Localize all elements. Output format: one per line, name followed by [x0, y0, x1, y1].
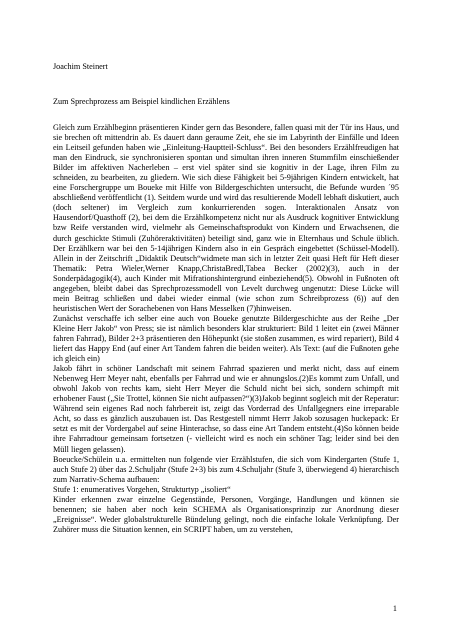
- author-name: Joachim Steinert: [53, 62, 108, 71]
- paragraph: Stufe 1: enumeratives Vorgehen, Strukturtyp „isoliert“: [53, 484, 231, 494]
- paragraph: Zunächst verschaffe ich selber eine auch von Boueke genutzte Bildergeschichte aus der Reihe „Der Kleine Herr Jakob“ von Press; sie ist nämlich besonders klar strukturiert: Bild 1 leitet ein (zwei Männer fahren Fahrrad), Bilder 2+3 präsentieren den Höhepunkt (sie stoßen zusammen, es wird repariert), Bild 4 liefert das Happy End (auf einer Art Tandem fahren die beiden weiter). Als Text: (auf die Fußnoten gehe ich gleich ein): [53, 313, 399, 364]
- paragraph: Jakob fährt in schöner Landschaft mit seinem Fahrrad spazieren und merkt nicht, dass auf einem Nebenweg Herr Meyer naht, ebenfalls per Fahrrad und wie er ahnungslos.(2)Es kommt zum Unfall, und obwohl Jakob von rechts kam, sieht Herr Meyer die Schuld nicht bei sich, sondern schimpft mit erhobener Faust („Sie Trottel, können Sie nicht aufpassen?“)(3)Jakob beginnt sogleich mit der Reperatur: Während sein eigenes Rad noch fahrbereit ist, zeigt das Vorderrad des Unfallgegners eine irreparable Acht, so dass es gänzlich auszubauen ist. Das Restgestell nimmt Herrr Jakob sozusagen huckepack: Er setzt es mit der Vordergabel auf seine Hinterachse, so dass eine Art Tandem entsteht.(4)So können beide ihre Fahrradtour gemeinsam fortsetzen (- vielleicht wird es noch ein schöner Tag; leider sind bei den Müll liegen gelassen).: [53, 364, 399, 454]
- paragraph: Gleich zum Erzählbeginn präsentieren Kinder gern das Besondere, fallen quasi mit der Tür ins Haus, und sie brechen oft mittendrin ab. Es dauert dann geraume Zeit, ehe sie im Labyrinth der Einfälle und Ideen ein Leitseil gefunden haben wie „Einleitung-Hauptteil-Schluss“. Bei den besonders Erzählfreudigen hat man den Eindruck, sie synchronisieren spontan und simultan ihren inneren Stummfilm einschießender Bilder im affektiven Nacherleben – erst viel später sind sie kognitiv in der Lage, ihren Film zu schneiden, zu bearbeiten, zu gliedern. Wie sich diese Fähigkeit bei 5-9jährigen Kindern entwickelt, hat eine Forschergruppe um Boueke mit Hilfe von Bildergeschichten untersucht, die Befunde wurden ´95 abschließend veröffentlicht (1). Seitdem wurde und wird das resultierende Modell lebhaft diskutiert, auch (doch seltener) im Vergleich zum konkurrierenden sogen. Interaktionalen Ansatz von Hausendorf/Quasthoff (2), bei dem die Erzählkompetenz nicht nur als Ausdruck kognitiver Entwicklung bzw Reife verstanden wird, vielmehr als Gemeinschaftsprodukt von Kindern und Erwachsenen, die durch geschickte Stimuli (Zuhöreraktivitäten) beteiligt sind, ganz wie in Elternhaus und Schule üblich. Der Erzählkern war bei den 5-14jährigen Kindern also in ein Gespräch eingebettet (Schüssel-Modell). Allein in der Zeitschrift „Didaktik Deutsch“widmete man sich in letzter Zeit quasi Heft für Heft dieser Thematik: Petra Wieler,Werner Knapp,ChristaBredl,Tabea Becker (2002)(3), auch in der Sonderpädagogik(4), auch Kinder mit Mifrationshintergrund einbeziehend(5). Obwohl in Fußnoten oft angegeben, bleibt dabei das Sprechprozessmodell von Levelt durchweg ungenutzt: Diese Lücke will mein Beitrag schließen und dabei wieder einmal (wie schon zum Schreibprozess (6)) auf den heuristischen Wert der Sorachebenen von Hans Messelken (7)hinweisen.: [53, 123, 399, 313]
- body-text: [53, 123, 399, 535]
- page-number: 1: [392, 604, 397, 613]
- paragraph: Boeucke/Schülein u.a. ermittelten nun folgende vier Erzählstufen, die sich vom Kindergarten (Stufe 1, auch Stufe 2) über das 2.Schuljahr (Stufe 2+3) bis zum 4.Schuljahr (Stufe 3, überwiegend 4) hierarchisch zum Narrativ-Schema aufbauen:: [53, 454, 399, 484]
- document-title: Zum Sprechprozess am Beispiel kindlichen Erzählens: [53, 97, 230, 106]
- paragraph: Kinder erkennen zwar einzelne Gegenstände, Personen, Vorgänge, Handlungen und können sie benennen; sie haben aber noch kein SCHEMA als Organisationsprinzip zur Anordnung dieser „Ereignisse“. Weder globalstrukturelle Bündelung gelingt, noch die einfache lokale Verknüpfung. Der Zuhörer muss die Situation kennen, ein SCRIPT haben, um zu verstehen,: [53, 494, 399, 534]
